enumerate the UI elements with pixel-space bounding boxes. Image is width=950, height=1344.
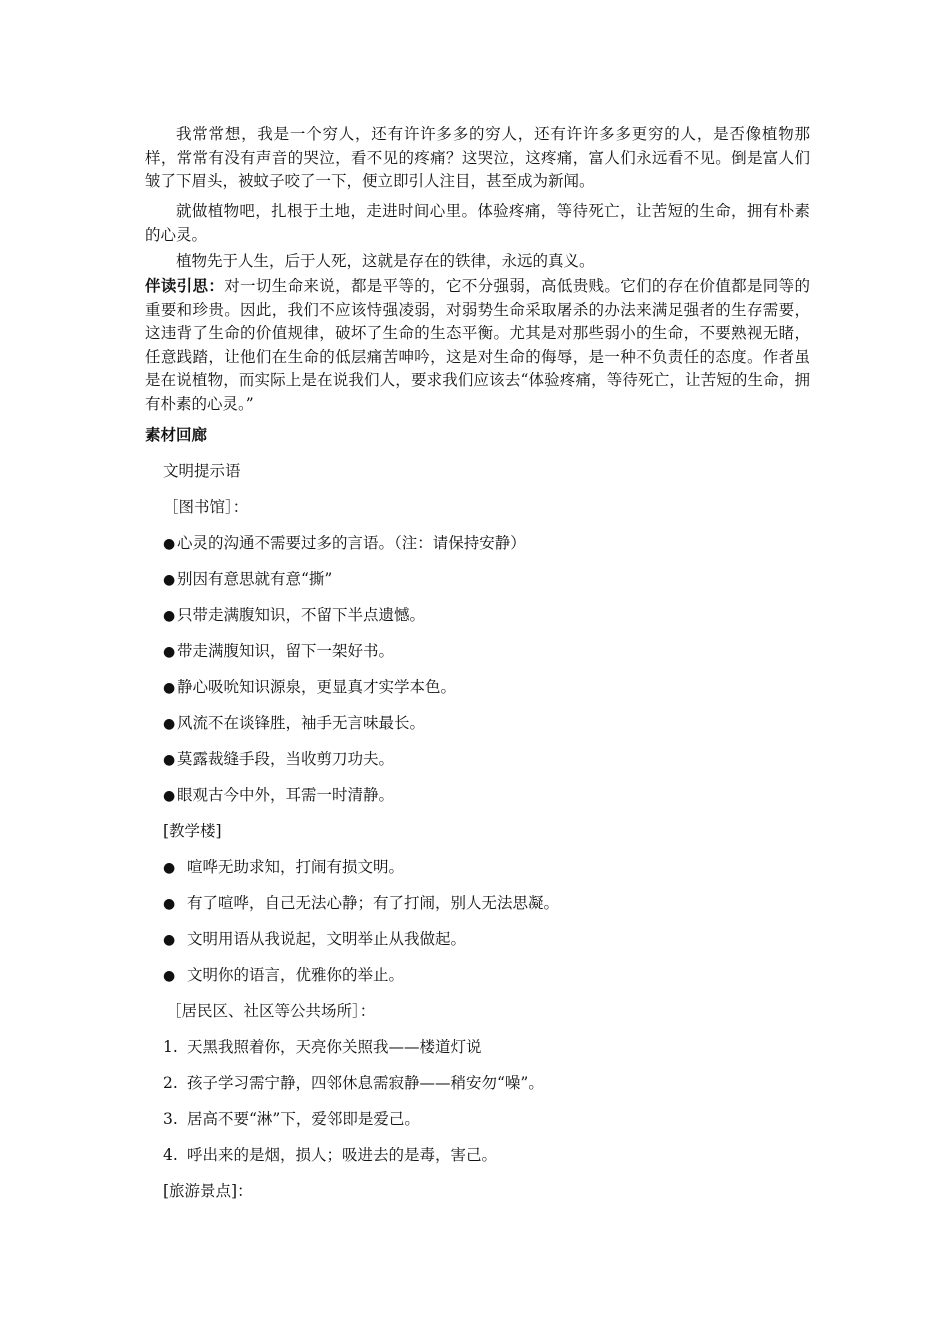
- list-item: ● 只带走满腹知识，不留下半点遗憾。: [163, 606, 426, 624]
- tourism-heading: [旅游景点]：: [163, 1182, 253, 1200]
- intro-paragraph-2: 就做植物吧，扎根于土地，走进时间心里。体验疼痛，等待死亡，让苦短的生命，拥有朴素的心灵。: [145, 202, 810, 244]
- bullet-icon: ●: [163, 644, 176, 660]
- guide-label: 伴读引思：: [145, 277, 225, 295]
- section-title: 素材回廊: [145, 426, 208, 444]
- bullet-icon: ●: [163, 968, 176, 984]
- intro-paragraph-1: 我常常想，我是一个穷人，还有许许多多的穷人，还有许许多多更穷的人，是否像植物那样，常常有没有声音的哭泣，看不见的疼痛？这哭泣，这疼痛，富人们永远看不见。倒是富人们皱了下眉头，被蚊子咬了一下，便立即引人注目，甚至成为新闻。: [145, 125, 810, 190]
- guide-paragraph: [145, 275, 810, 416]
- teaching-heading: [教学楼]: [163, 822, 222, 840]
- intro-paragraph-3: 植物先于人生，后于人死，这就是存在的铁律，永远的真义。: [176, 252, 595, 270]
- list-item: ● 莫露裁缝手段，当收剪刀功夫。: [163, 750, 395, 768]
- residential-heading: ［居民区、社区等公共场所］：: [166, 1002, 376, 1020]
- guide-text: 对一切生命来说，都是平等的，它不分强弱，高低贵贱。它们的存在价值都是同等的重要和珍贵。因此，我们不应该恃强凌弱，对弱势生命采取屠杀的办法来满足强者的生存需要，这违背了生命的价值规律，破坏了生命的生态平衡。尤其是对那些弱小的生命，不要熟视无睹，任意践踏，让他们在生命的低层痛苦呻吟，这是对生命的侮辱，是一种不负责任的态度。作者虽是在说植物，而实际上是在说我们人，要求我们应该去“体验疼痛，等待死亡，让苦短的生命，拥有朴素的心灵。”: [145, 277, 810, 413]
- list-item: ● 文明你的语言，优雅你的举止。: [163, 966, 405, 984]
- list-item: 2. 孩子学习需宁静，四邻休息需寂静——稍安勿“噪”。: [163, 1074, 544, 1092]
- list-item: 3. 居高不要“淋”下，爱邻即是爱己。: [163, 1110, 420, 1128]
- list-item: 1. 天黑我照着你，天亮你关照我——楼道灯说: [163, 1038, 482, 1056]
- list-item: 4. 呼出来的是烟，损人；吸进去的是毒，害己。: [163, 1146, 498, 1164]
- bullet-icon: ●: [163, 680, 176, 696]
- list-item: ● 文明用语从我说起，文明举止从我做起。: [163, 930, 467, 948]
- list-item: ● 别因有意思就有意“撕”: [163, 570, 333, 588]
- list-item: ● 有了喧哗，自己无法心静；有了打闹，别人无法思凝。: [163, 894, 560, 912]
- subtitle: 文明提示语: [163, 462, 241, 480]
- bullet-icon: ●: [163, 572, 176, 588]
- bullet-icon: ●: [163, 932, 176, 948]
- list-item: ● 静心吸吮知识源泉，更显真才实学本色。: [163, 678, 457, 696]
- library-heading: ［图书馆］：: [163, 498, 249, 516]
- bullet-icon: ●: [163, 752, 176, 768]
- list-item: ● 风流不在谈锋胜，袖手无言味最长。: [163, 714, 426, 732]
- bullet-icon: ●: [163, 536, 176, 552]
- list-item: ● 带走满腹知识，留下一架好书。: [163, 642, 395, 660]
- bullet-icon: ●: [163, 716, 176, 732]
- bullet-icon: ●: [163, 788, 176, 804]
- bullet-icon: ●: [163, 860, 176, 876]
- bullet-icon: ●: [163, 608, 176, 624]
- list-item: ● 喧哗无助求知，打闹有损文明。: [163, 858, 405, 876]
- bullet-icon: ●: [163, 896, 176, 912]
- list-item: ● 眼观古今中外，耳需一时清静。: [163, 786, 395, 804]
- list-item: ● 心灵的沟通不需要过多的言语。（注：请保持安静）: [163, 534, 526, 552]
